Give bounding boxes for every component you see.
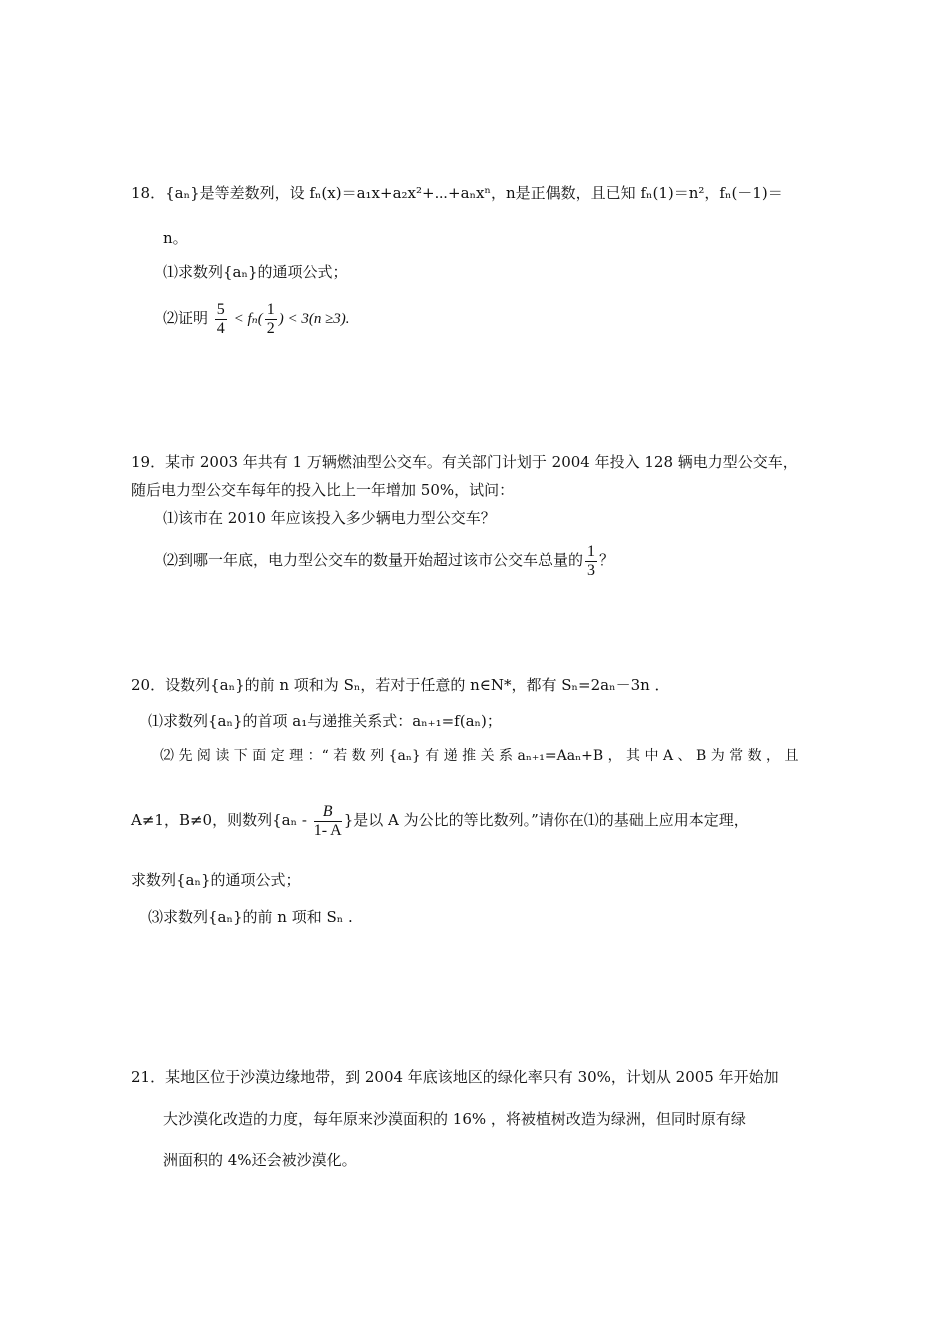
q20-part2-line1: ⑵ 先 阅 读 下 面 定 理 ：“ 若 数 列 {aₙ} 有 递 推 关 系 aₙ₊₁=Aaₙ+B ， 其 中 A 、 B 为 常 数 ， 且 [160,748,799,764]
q19-line1: 19．某市 2003 年共有 1 万辆燃油型公交车。有关部门计划于 2004 年投入 128 辆电力型公交车， [131,453,798,471]
q20-part1: ⑴求数列{aₙ}的首项 a₁与递推关系式：aₙ₊₁=f(aₙ)； [148,712,502,730]
q18-tail: ) < 3(n ≥3). [278,311,350,327]
q18-part1: ⑴求数列{aₙ}的通项公式； [163,263,348,281]
q20-fraction-b-over-1-minus-a [314,803,342,840]
q18-frac-b-num: 1 [266,300,275,318]
q19-frac-num: 1 [587,542,596,560]
q21-line3: 洲面积的 4%还会被沙漠化。 [163,1151,357,1169]
q20-frac-den: 1- A [313,821,342,839]
q21-line2: 大沙漠化改造的力度，每年原来沙漠面积的 16% ，将被植树改造为绿洲，但同时原有绿 [163,1110,746,1128]
q20-frac-num: B [314,803,342,822]
q19-frac-den: 3 [587,561,596,579]
q18-frac-b-den: 2 [266,319,275,337]
q20-part2-line3: 求数列{aₙ}的通项公式； [131,871,301,889]
q21-line1: 21．某地区位于沙漠边缘地带，到 2004 年底该地区的绿化率只有 30%，计划从 2005 年开始加 [131,1068,779,1086]
q19-part2-text: ⑵到哪一年底，电力型公交车的数量开始超过该市公交车总量的 [163,551,584,569]
q20-part3: ⑶求数列{aₙ}的前 n 项和 Sₙ . [148,908,353,926]
q18-part2 [163,298,350,339]
q18-fraction-1-2 [265,301,277,338]
q19-part2-tail: ？ [599,551,615,569]
q18-line2: n。 [163,229,188,247]
q20-line1: 20．设数列{aₙ}的前 n 项和为 Sₙ，若对于任意的 n∈N*，都有 Sₙ=2aₙ－3n ． [131,676,670,694]
q20-part2-line2 [131,800,749,840]
q18-f-mid: < fₙ( [233,311,263,327]
q19-part2 [163,540,614,580]
q18-frac-a-num: 5 [216,300,225,318]
q20-part2-line2-prefix: A≠1，B≠0，则数列{aₙ - [131,811,307,829]
q18-part2-prefix: ⑵证明 [163,309,209,327]
q18-line1: 18．{aₙ}是等差数列，设 fₙ(x)＝a₁x+a₂x²+⋯+aₙxⁿ，n是正偶数，且已知 fₙ(1)＝n²，fₙ(－1)＝ [131,184,783,202]
q20-part2-line2-tail: }是以 A 为公比的等比数列。”请你在⑴的基础上应用本定理， [343,811,749,829]
q18-fraction-5-4 [215,301,227,338]
q19-part1: ⑴该市在 2010 年应该投入多少辆电力型公交车？ [163,509,496,527]
q19-line2: 随后电力型公交车每年的投入比上一年增加 50%，试问： [131,481,515,499]
q19-fraction-1-3 [585,543,597,580]
q18-frac-a-den: 4 [216,319,225,337]
